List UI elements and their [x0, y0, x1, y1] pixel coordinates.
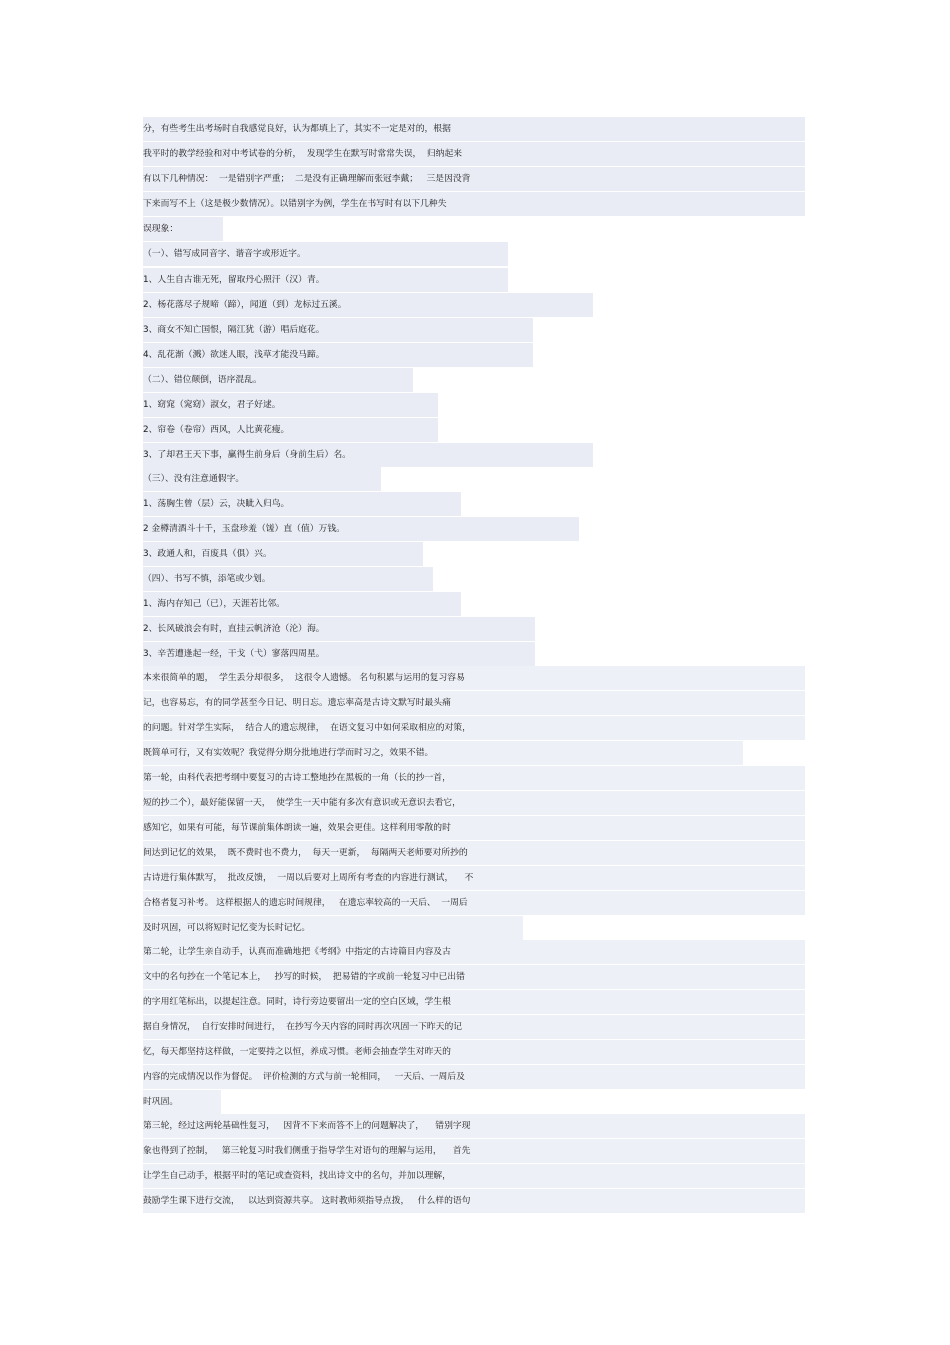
list-item: 2、帘卷（卷帘）西风，人比黄花瘦。	[143, 418, 438, 442]
paragraph-line: 忆，每天都坚持这样做，一定要持之以恒，养成习惯。老师会抽查学生对昨天的	[143, 1040, 805, 1064]
paragraph-line: 第一轮，由科代表把考纲中要复习的古诗工整地抄在黑板的一角（长的抄一首，	[143, 766, 805, 790]
paragraph-line: 既简单可行，又有实效呢？我觉得分期分批地进行学而时习之，效果不错。	[143, 741, 743, 765]
list-item: 3、辛苦遭逢起一经，干戈（弋）寥落四周星。	[143, 642, 535, 666]
paragraph-line: 感知它，如果有可能，每节课前集体朗读一遍，效果会更佳。这样利用零散的时	[143, 816, 805, 840]
section-heading: （一）、错写成同音字、谐音字或形近字。	[143, 242, 508, 266]
list-item: 1、窈窕（窕窈）淑女，君子好逑。	[143, 393, 438, 417]
paragraph-line: 让学生自己动手，根据平时的笔记或查资料，找出诗文中的名句，并加以理解，	[143, 1164, 805, 1188]
intro-line: 下来而写不上（这是极少数情况）。以错别字为例，学生在书写时有以下几种失	[143, 192, 805, 216]
intro-line: 误现象：	[143, 217, 223, 241]
paragraph-line: 时巩固。	[143, 1090, 221, 1114]
paragraph-line: 鼓励学生课下进行交流， 以达到资源共享。 这时教师须指导点拨， 什么样的语句	[143, 1189, 805, 1213]
list-item: 2 金樽清酒斗十千，玉盘珍羞（馐）直（值）万钱。	[143, 517, 579, 541]
paragraph-line: 据自身情况， 自行安排时间进行， 在抄写今天内容的同时再次巩固一下昨天的记	[143, 1015, 805, 1039]
paragraph-line: 内容的完成情况以作为督促。 评价检测的方式与前一轮相同， 一天后、一周后及	[143, 1065, 805, 1089]
section-heading: （四）、书写不慎，添笔或少划。	[143, 567, 433, 591]
intro-line: 有以下几种情况： 一是错别字严重； 二是没有正确理解而张冠李戴； 三是因没背	[143, 167, 805, 191]
list-item: 3、政通人和，百废具（俱）兴。	[143, 542, 423, 566]
paragraph-line: 记，也容易忘，有的同学甚至今日记、明日忘。遗忘率高是古诗文默写时最头痛	[143, 691, 805, 715]
paragraph-line: 文中的名句抄在一个笔记本上， 抄写的时候， 把易错的字或前一轮复习中已出错	[143, 965, 805, 989]
paragraph-line: 古诗进行集体默写， 批改反馈， 一周以后要对上周所有考查的内容进行测试， 不	[143, 866, 805, 890]
list-item: 1、荡胸生曾（层）云，决眦入归鸟。	[143, 492, 461, 516]
paragraph-line: 短的抄二个），最好能保留一天， 使学生一天中能有多次有意识或无意识去看它，	[143, 791, 805, 815]
paragraph-line: 合格者复习补考。 这样根据人的遗忘时间规律， 在遗忘率较高的一天后、 一周后	[143, 891, 805, 915]
paragraph-line: 象也得到了控制， 第三轮复习时我们侧重于指导学生对语句的理解与运用， 首先	[143, 1139, 805, 1163]
paragraph-line: 的字用红笔标出，以提起注意。同时，诗行旁边要留出一定的空白区域，学生根	[143, 990, 805, 1014]
section-heading: （二）、错位颠倒，语序混乱。	[143, 368, 413, 392]
list-item: 4、乱花渐（溅）欲迷人眼，浅草才能没马蹄。	[143, 343, 533, 367]
list-item: 1、海内存知己（已），天涯若比邻。	[143, 592, 461, 616]
intro-line: 我平时的教学经验和对中考试卷的分析， 发现学生在默写时常常失误， 归纳起来	[143, 142, 805, 166]
paragraph-line: 本来很简单的题， 学生丢分却很多， 这很令人遗憾。 名句积累与运用的复习容易	[143, 666, 805, 690]
list-item: 3、了却君王天下事，赢得生前身后（身前生后）名。	[143, 443, 593, 467]
paragraph-line: 第二轮，让学生亲自动手，认真而准确地把《考纲》中指定的古诗篇目内容及古	[143, 940, 805, 964]
paragraph-line: 第三轮，经过这两轮基础性复习， 因背不下来而答不上的问题解决了， 错别字现	[143, 1114, 805, 1138]
section-heading: （三）、没有注意通假字。	[143, 467, 381, 491]
list-item: 3、商女不知亡国恨，隔江犹（游）唱后庭花。	[143, 318, 533, 342]
list-item: 2、杨花落尽子规啼（蹄），闻道（到）龙标过五溪。	[143, 293, 593, 317]
paragraph-line: 间达到记忆的效果， 既不费时也不费力， 每天一更新， 每隔两天老师要对所抄的	[143, 841, 805, 865]
paragraph-line: 及时巩固，可以将短时记忆变为长时记忆。	[143, 916, 523, 940]
list-item: 2、长风破浪会有时，直挂云帆济沧（沦）海。	[143, 617, 535, 641]
list-item: 1、人生自古谁无死，留取丹心照汗（汉）青。	[143, 268, 508, 292]
paragraph-line: 的问题。针对学生实际， 结合人的遗忘规律， 在语文复习中如何采取相应的对策，	[143, 716, 805, 740]
intro-line: 分，有些考生出考场时自我感觉良好，认为都填上了，其实不一定是对的，根据	[143, 117, 805, 141]
